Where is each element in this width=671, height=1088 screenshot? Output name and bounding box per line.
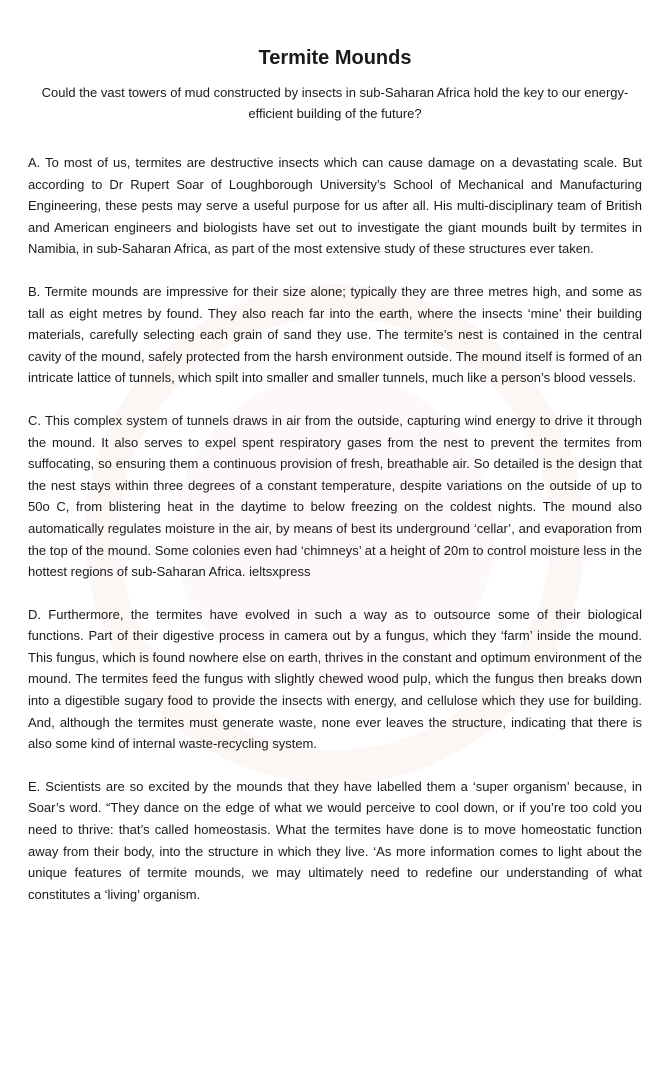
document-title: Termite Mounds [258,47,412,69]
paragraph-d: D. Furthermore, the termites have evolved in such a way as to outsource some of their biological functions. Part of their digestive process in camera out by a fungus, which they ‘farm’ inside the mound. This fungus, which is found nowhere else on earth, thrives in the constant and optimum environment of the mound. The termites feed the fungus with slightly chewed wood pulp, which the fungus then breaks down into a digestible sugary food to provide the insects with energy, and cellulose which they use for building. And, although the termites must generate waste, none ever leaves the structure, indicating that there is also some kind of internal waste-recycling system. [28,606,642,752]
paragraph-b: B. Termite mounds are impressive for their size alone; typically they are three metres high, and some as tall as eight metres by found. They also reach far into the earth, where the insects ‘mine’ their building materials, carefully selecting each grain of sand they use. The termite’s nest is contained in the central cavity of the mound, safely protected from the harsh environment outside. The mound itself is formed of an intricate lattice of tunnels, which spilt into smaller and smaller tunnels, much like a person’s blood vessels. [28,283,642,386]
paragraph-c: C. This complex system of tunnels draws in air from the outside, capturing wind energy to drive it through the mound. It also serves to expel spent respiratory gases from the nest to prevent the termites from suffocating, so ensuring them a continuous provision of fresh, breathable air. So detailed is the design that the nest stays within three degrees of a constant temperature, despite variations on the outside of up to 50o C, from blistering heat in the daytime to below freezing on the coldest nights. The mound also automatically regulates moisture in the air, by means of best its underground ‘cellar’, and evaporation from the top of the mound. Some colonies even had ‘chimneys’ at a height of 20m to control moisture less in the hottest regions of sub-Saharan Africa. ieltsxpress [28,412,642,580]
document-subtitle: Could the vast towers of mud constructed by insects in sub-Saharan Africa hold the key to our energy-efficient building of the future? [41,85,629,121]
document-page [0,44,671,905]
paragraph-a: A. To most of us, termites are destructive insects which can cause damage on a devastating scale. But according to Dr Rupert Soar of Loughborough University’s School of Mechanical and Manufacturing Engineering, these pests may serve a useful purpose for us after all. His multi-disciplinary team of British and American engineers and biologists have set out to investigate the giant mounds built by termites in Namibia, in sub-Saharan Africa, as part of the most extensive study of these structures ever taken. [28,155,642,257]
paragraph-e: E. Scientists are so excited by the mounds that they have labelled them a ‘super organism’ because, in Soar’s word. “They dance on the edge of what we would perceive to cool down, or if you’re too cold you need to thrive: that’s called homeostasis. What the termites have done is to move homeostatic function away from their body, into the structure in which they live. ‘As more information comes to light about the unique features of termite mounds, we may ultimately need to redefine our understanding of what constitutes a ‘living’ organism. [28,778,642,902]
